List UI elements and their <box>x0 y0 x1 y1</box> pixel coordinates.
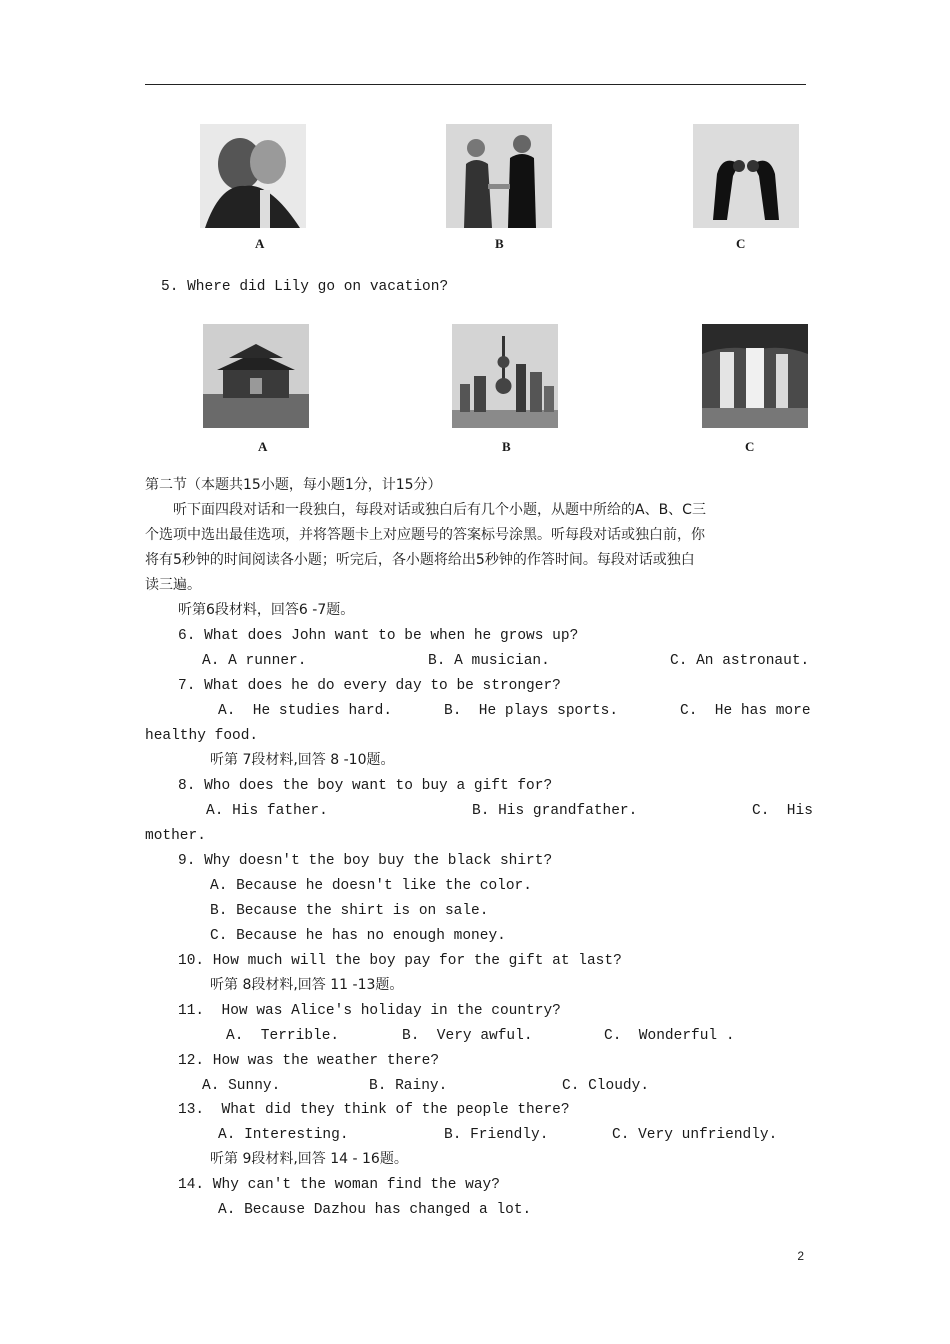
q5-caption-c: C <box>745 439 755 454</box>
q6-option-a: A. A runner. <box>202 653 307 669</box>
q6-option-c: C. An astronaut. <box>670 653 810 669</box>
question-5: 5. Where did Lily go on vacation? <box>161 279 449 295</box>
q8-option-c-continued: mother. <box>145 828 206 844</box>
q7-option-c: C. He has more <box>680 703 811 719</box>
question-7: 7. What does he do every day to be stronger? <box>178 678 561 694</box>
q9-option-b: B. Because the shirt is on sale. <box>210 903 489 919</box>
q13-option-b: B. Friendly. <box>444 1127 549 1143</box>
q6-option-b: B. A musician. <box>428 653 550 669</box>
q4-caption-b: B <box>495 236 504 251</box>
question-13: 13. What did they think of the people there? <box>178 1102 570 1118</box>
material-9-heading: 听第 9段材料,回答 14 - 16题。 <box>210 1151 408 1167</box>
handshake-photo-icon <box>446 124 552 228</box>
question-6: 6. What does John want to be when he grows up? <box>178 628 579 644</box>
q14-option-a: A. Because Dazhou has changed a lot. <box>218 1202 532 1218</box>
question-10: 10. How much will the boy pay for the gift at last? <box>178 953 622 969</box>
instructions-line-4: 读三遍。 <box>145 577 201 593</box>
q7-option-c-continued: healthy food. <box>145 728 259 744</box>
q11-option-b: B. Very awful. <box>402 1028 533 1044</box>
header-rule <box>145 84 806 85</box>
question-9: 9. Why doesn't the boy buy the black shirt? <box>178 853 553 869</box>
q13-option-a: A. Interesting. <box>218 1127 349 1143</box>
q12-option-b: B. Rainy. <box>369 1078 448 1094</box>
q5-caption-a: A <box>258 439 268 454</box>
q13-option-c: C. Very unfriendly. <box>612 1127 778 1143</box>
shanghai-skyline-photo-icon <box>452 324 558 428</box>
instructions-line-1: 听下面四段对话和一段独白，每段对话或独白后有几个小题，从题中所给的A、B、C三 <box>173 502 706 518</box>
q4-caption-a: A <box>255 236 265 251</box>
q7-option-b: B. He plays sports. <box>444 703 619 719</box>
hug-photo-icon <box>200 124 306 228</box>
q11-option-a: A. Terrible. <box>226 1028 340 1044</box>
q12-option-a: A. Sunny. <box>202 1078 281 1094</box>
material-6-heading: 听第6段材料，回答6 -7题。 <box>178 602 355 618</box>
q5-caption-b: B <box>502 439 511 454</box>
instructions-line-3: 将有5秒钟的时间阅读各小题；听完后，各小题将给出5秒钟的作答时间。每段对话或独白 <box>145 552 695 568</box>
q8-option-a: A. His father. <box>206 803 328 819</box>
material-8-heading: 听第 8段材料,回答 11 -13题。 <box>210 977 404 993</box>
section-heading: 第二节（本题共15小题，每小题1分，计15分） <box>145 477 442 493</box>
page-number: 2 <box>797 1249 804 1263</box>
question-8: 8. Who does the boy want to buy a gift for? <box>178 778 553 794</box>
q11-option-c: C. Wonderful . <box>604 1028 735 1044</box>
q12-option-c: C. Cloudy. <box>562 1078 650 1094</box>
question-11: 11. How was Alice's holiday in the country? <box>178 1003 561 1019</box>
waterfall-photo-icon <box>702 324 808 428</box>
q8-option-c: C. His <box>752 803 813 819</box>
q9-option-a: A. Because he doesn't like the color. <box>210 878 532 894</box>
instructions-line-2: 个选项中选出最佳选项，并将答题卡上对应题号的答案标号涂黑。听每段对话或独白前，你 <box>145 527 705 543</box>
q4-caption-c: C <box>736 236 746 251</box>
tiananmen-photo-icon <box>203 324 309 428</box>
material-7-heading: 听第 7段材料,回答 8 -10题。 <box>210 752 395 768</box>
question-14: 14. Why can't the woman find the way? <box>178 1177 500 1193</box>
bow-photo-icon <box>693 124 799 228</box>
q8-option-b: B. His grandfather. <box>472 803 638 819</box>
question-12: 12. How was the weather there? <box>178 1053 440 1069</box>
q7-option-a: A. He studies hard. <box>218 703 393 719</box>
q9-option-c: C. Because he has no enough money. <box>210 928 506 944</box>
